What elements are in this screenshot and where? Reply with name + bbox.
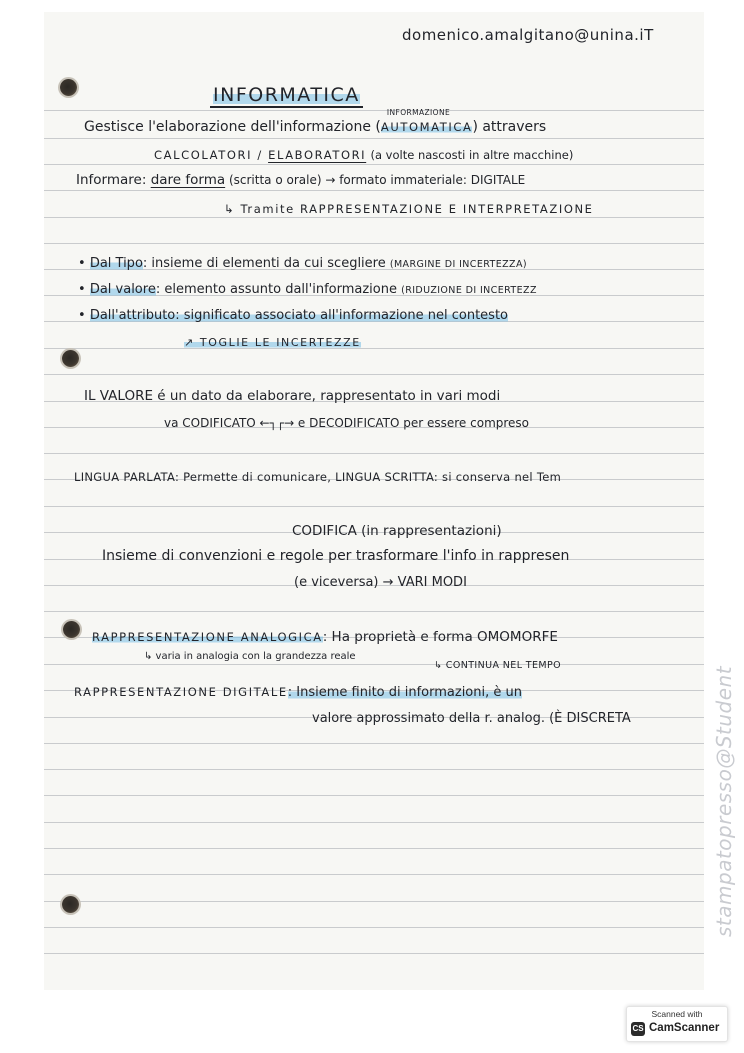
auto-annotation: INFORMAZIONE — [386, 108, 451, 117]
bullet-note: (MARGINE DI INCERTEZZA) — [389, 259, 527, 270]
rule-line — [44, 243, 704, 244]
bullet-term: Dall'attributo — [89, 308, 176, 323]
bullet-term: Dal valore — [89, 282, 156, 297]
bullet-dot: • — [78, 256, 90, 271]
rule-line — [44, 348, 704, 349]
camscanner-brand: CamScanner — [649, 1022, 720, 1034]
analogica-line — [92, 629, 558, 645]
rule-line — [44, 822, 704, 823]
rule-line — [44, 927, 704, 928]
lingua-line: LINGUA PARLATA: Permette di comunicare, LINGUA SCRITTA: si conserva nel Tem — [74, 470, 562, 484]
scanned-with-label: Scanned with — [651, 1009, 703, 1019]
elaboratori-keyword: ELABORATORI — [268, 148, 367, 162]
digitale-line — [74, 685, 522, 700]
rule-line — [44, 110, 704, 111]
calcolatori-line — [154, 147, 573, 163]
definition-intro: Gestisce l'elaborazione dell'informazione ( — [84, 119, 381, 135]
analogica-label: RAPPRESENTAZIONE ANALOGICA — [92, 630, 323, 644]
toglie-note — [184, 336, 361, 349]
valore-line-2: va CODIFICATO ←┐┌→ e DECODIFICATO per essere compreso — [164, 416, 530, 430]
rule-line — [44, 743, 704, 744]
bullet-note: (RIDUZIONE DI INCERTEZZ — [401, 285, 537, 296]
rule-line — [44, 138, 704, 139]
bullet-tipo — [78, 256, 527, 271]
bullet-term: Dal Tipo — [89, 256, 143, 271]
analogica-sub-1: ↳ varia in analogia con la grandezza reale — [144, 651, 356, 662]
page-title — [210, 84, 363, 108]
tramite-line: ↳ Tramite RAPPRESENTAZIONE E INTERPRETAZIONE — [224, 202, 594, 216]
bullet-text: : elemento assunto dall'informazione — [155, 282, 402, 297]
definition-outro: ) attravers — [472, 119, 547, 135]
automatica-keyword: AUTOMATICA — [380, 120, 473, 134]
rule-line — [44, 164, 704, 165]
rule-line — [44, 874, 704, 875]
codifica-line-1: Insieme di convenzioni e regole per trasformare l'info in rappresen — [102, 548, 570, 564]
camscanner-logo-icon: CS — [631, 1022, 645, 1036]
toglie-text: ↗ TOGLIE LE INCERTEZZE — [184, 336, 361, 349]
bullet-dot: • — [78, 308, 90, 323]
bullet-text: : significato associato all'informazione nel contesto — [175, 308, 509, 323]
rule-line — [44, 190, 704, 191]
rule-line — [44, 953, 704, 954]
codifica-line-2: (e viceversa) → VARI MODI — [294, 575, 467, 590]
dare-forma-keyword: dare forma — [150, 172, 226, 188]
rule-line — [44, 506, 704, 507]
valore-line-1: IL VALORE é un dato da elaborare, rappresentato in vari modi — [84, 388, 501, 404]
binder-hole — [60, 79, 77, 96]
rule-line — [44, 453, 704, 454]
informare-rest: (scritta o orale) → formato immateriale: DIGITALE — [225, 173, 526, 187]
informare-label: Informare: — [76, 172, 151, 188]
notebook-page — [44, 12, 736, 990]
rule-line — [44, 217, 704, 218]
bullet-text: : insieme di elementi da cui scegliere — [142, 256, 390, 271]
analogica-text: : Ha proprietà e forma OMOMORFE — [322, 629, 558, 645]
rule-line — [44, 664, 704, 665]
digitale-line-2: valore approssimato della r. analog. (È DISCRETA — [312, 711, 631, 726]
bullet-valore — [78, 282, 537, 297]
calcolatori-keyword: CALCOLATORI / — [154, 148, 269, 162]
codifica-heading: CODIFICA (in rappresentazioni) — [292, 523, 502, 539]
rule-line — [44, 848, 704, 849]
analogica-sub-2: ↳ CONTINUA NEL TEMPO — [434, 660, 562, 671]
rule-line — [44, 795, 704, 796]
rule-line — [44, 769, 704, 770]
calcolatori-note: (a volte nascosti in altre macchine) — [370, 148, 574, 162]
bullet-dot: • — [78, 282, 90, 297]
page-title-text: INFORMATICA — [213, 84, 360, 106]
informare-line — [76, 172, 525, 188]
rule-line — [44, 374, 704, 375]
binder-hole — [63, 621, 80, 638]
camscanner-badge — [626, 1006, 728, 1042]
bullet-attributo — [78, 308, 508, 323]
binder-hole — [62, 896, 79, 913]
definition-line — [84, 108, 547, 135]
digitale-label: RAPPRESENTAZIONE DIGITALE — [74, 685, 288, 699]
watermark: stampatopresso@Student — [712, 665, 736, 937]
rule-line — [44, 901, 704, 902]
digitale-text: : Insieme finito di informazioni, è un — [287, 685, 522, 700]
binder-hole — [62, 350, 79, 367]
rule-line — [44, 611, 704, 612]
author-email: domenico.amalgitano@unina.iT — [402, 26, 654, 44]
